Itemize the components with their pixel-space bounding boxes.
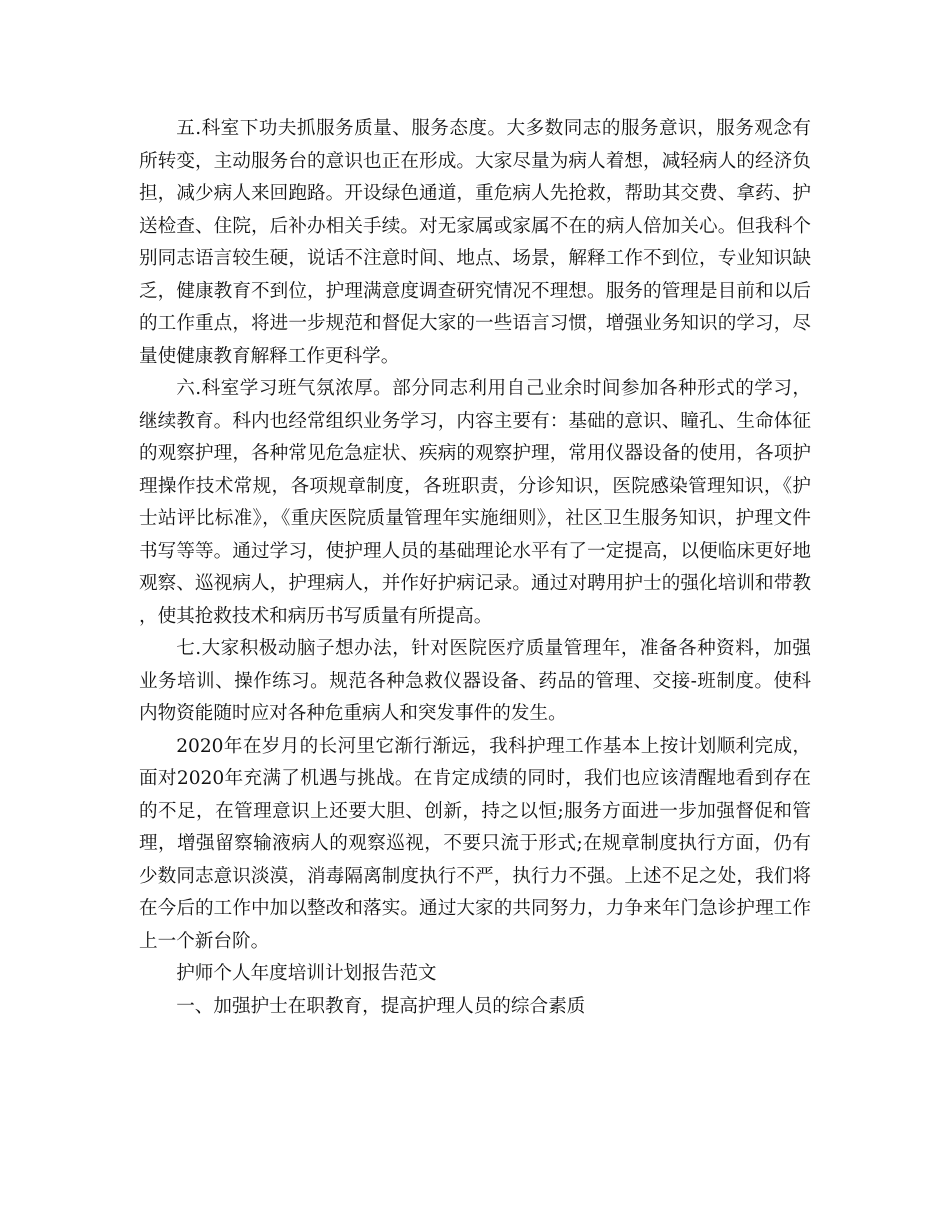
paragraph-summary: 2020年在岁月的长河里它渐行渐远，我科护理工作基本上按计划顺利完成，面对2020年充满了机遇与挑战。在肯定成绩的同时，我们也应该清醒地看到存在的不足，在管理意识上还要大胆、创新，持之以恒;服务方面进一步加强督促和管理，增强留察输液病人的观察巡视，不要只流于形式;在规章制度执行方面，仍有少数同志意识淡漠，消毒隔离制度执行不严，执行力不强。上述不足之处，我们将在今后的工作中加以整改和落实。通过大家的共同努力，力争来年门急诊护理工作上一个新台阶。 (139, 735, 811, 952)
paragraph-section-five: 五.科室下功夫抓服务质量、服务态度。大多数同志的服务意识，服务观念有所转变，主动服务台的意识也正在形成。大家尽量为病人着想，减轻病人的经济负担，减少病人来回跑路。开设绿色通道，重危病人先抢救，帮助其交费、拿药、护送检查、住院，后补办相关手续。对无家属或家属不在的病人倍加关心。但我科个别同志语言较生硬，说话不注意时间、地点、场景，解释工作不到位，专业知识缺乏，健康教育不到位，护理满意度调查研究情况不理想。服务的管理是目前和以后的工作重点，将进一步规范和督促大家的一些语言习惯，增强业务知识的学习，尽量使健康教育解释工作更科学。 (139, 118, 811, 367)
document-heading: 护师个人年度培训计划报告范文 (176, 963, 437, 984)
paragraph-section-seven: 七.大家积极动脑子想办法，针对医院医疗质量管理年，准备各种资料，加强业务培训、操作练习。规范各种急救仪器设备、药品的管理、交接-班制度。使科内物资能随时应对各种危重病人和突发事件的发生。 (139, 638, 811, 724)
paragraph-section-six: 六.科室学习班气氛浓厚。部分同志利用自己业余时间参加各种形式的学习，继续教育。科内也经常组织业务学习，内容主要有：基础的意识、瞳孔、生命体征的观察护理，各种常见危急症状、疾病的观察护理，常用仪器设备的使用，各项护理操作技术常规，各项规章制度，各班职责，分诊知识，医院感染管理知识，《护士站评比标准》，《重庆医院质量管理年实施细则》，社区卫生服务知识，护理文件书写等等。通过学习，使护理人员的基础理论水平有了一定提高，以便临床更好地观察、巡视病人，护理病人，并作好护病记录。通过对聘用护士的强化培训和带教，使其抢救技术和病历书写质量有所提高。 (139, 378, 811, 627)
section-heading-one: 一、加强护士在职教育，提高护理人员的综合素质 (176, 995, 586, 1017)
document-page (139, 113, 811, 1023)
